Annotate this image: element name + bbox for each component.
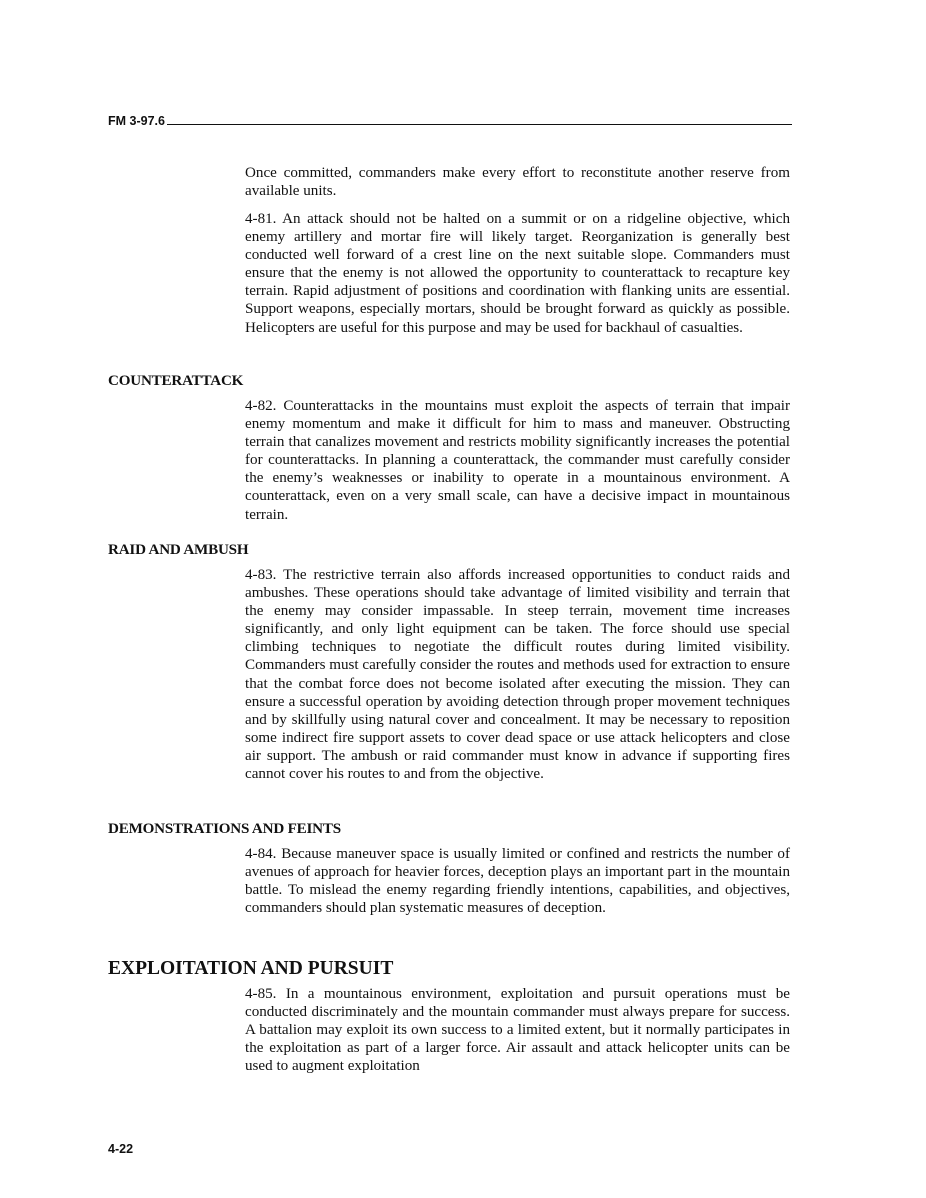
paragraph-4-83: 4-83. The restrictive terrain also affords increased opportunities to conduct raids and ambushes. These operations should take advantage of limited visibility and terrain that the enemy may consider impassable. In steep terrain, movement time increases significantly, and only light equipment can be taken. The force should use special climbing techniques to negotiate the difficult routes during limited visibility. Commanders must carefully consider the routes and methods used for extraction to ensure that the combat force does not become isolated after executing the mission. They can ensure a successful operation by avoiding detection through proper movement techniques and by skillfully using natural cover and concealment. It may be necessary to reposition some indirect fire support assets to cover dead space or use attack helicopters and close air support. The ambush or raid commander must know in advance if supporting fires cannot cover his routes to and from the objective. bbox=[245, 567, 790, 783]
heading-demonstrations-and-feints: DEMONSTRATIONS AND FEINTS bbox=[108, 821, 341, 837]
paragraph-4-81: 4-81. An attack should not be halted on a summit or on a ridgeline objective, which enemy artillery and mortar fire will likely target. Reorganization is generally best conducted well forward of a crest line on the next suitable slope. Commanders must ensure that the enemy is not allowed the opportunity to counterattack to recapture key terrain. Rapid adjustment of positions and coordination with flanking units are essential. Support weapons, especially mortars, should be brought forward as quickly as possible. Helicopters are useful for this purpose and may be used for backhaul of casualties. bbox=[245, 211, 790, 336]
paragraph-4-85: 4-85. In a mountainous environment, exploitation and pursuit operations must be conducted discriminately and the mountain commander must always prepare for success. A battalion may exploit its own success to a limited extent, but it normally participates in the exploitation as part of a larger force. Air assault and attack helicopter units can be used to augment exploitation bbox=[245, 986, 790, 1075]
page-number: 4-22 bbox=[108, 1142, 134, 1156]
heading-exploitation-and-pursuit: EXPLOITATION AND PURSUIT bbox=[108, 958, 394, 979]
running-header bbox=[108, 108, 792, 128]
paragraph-4-82: 4-82. Counterattacks in the mountains must exploit the aspects of terrain that impair enemy momentum and make it difficult for him to mass and maneuver. Obstructing terrain that canalizes movement and restricts mobility significantly increases the potential for counterattacks. In planning a counterattack, the commander must carefully consider the enemy’s weaknesses or inability to operate in a mountainous environment. A counterattack, even on a very small scale, can have a decisive impact in mountainous terrain. bbox=[245, 398, 790, 523]
manual-number: FM 3-97.6 bbox=[108, 114, 165, 128]
heading-raid-and-ambush: RAID AND AMBUSH bbox=[108, 542, 249, 558]
heading-counterattack: COUNTERATTACK bbox=[108, 373, 244, 389]
paragraph-4-84: 4-84. Because maneuver space is usually limited or confined and restricts the number of avenues of approach for heavier forces, deception plays an important part in the mountain battle. To mislead the enemy regarding friendly intentions, capabilities, and objectives, commanders should plan systematic measures of deception. bbox=[245, 846, 790, 917]
paragraph-continued: Once committed, commanders make every effort to reconstitute another reserve from available units. bbox=[245, 165, 790, 200]
header-rule bbox=[167, 124, 792, 125]
